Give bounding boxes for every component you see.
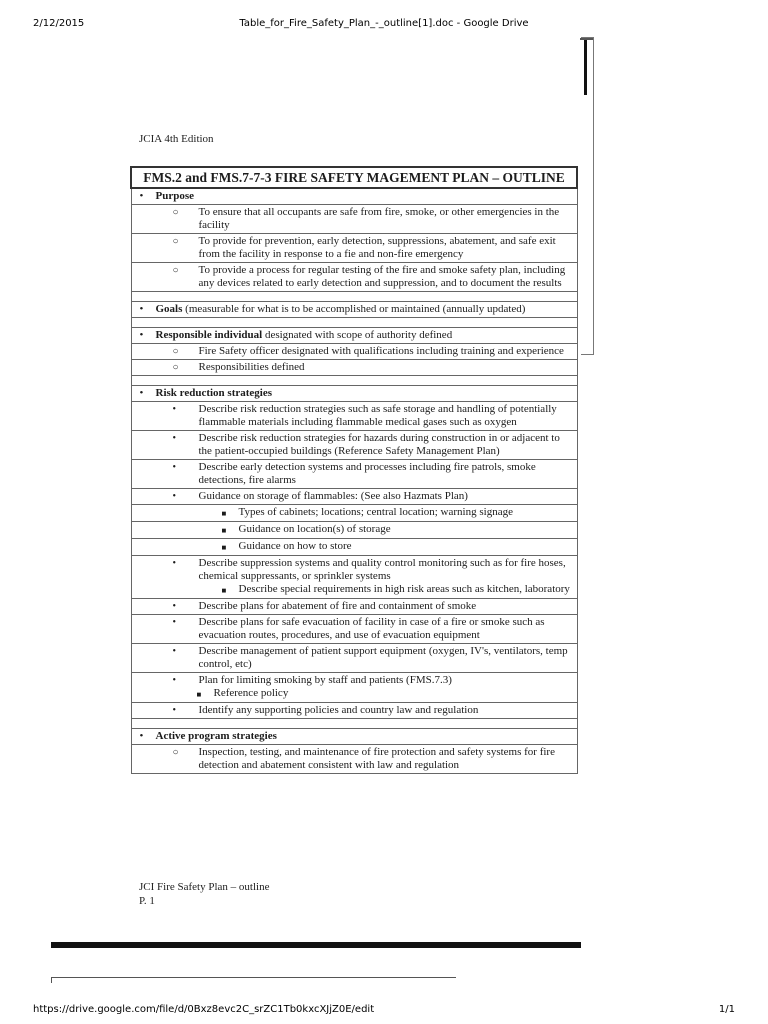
list-item: Describe plans for abatement of fire and containment of smoke [198,600,477,612]
list-item: Identify any supporting policies and country law and regulation [198,704,479,716]
list-item: Responsibilities defined [198,361,305,373]
circle-bullet-icon: ○ [172,346,179,357]
sub-list-item: Types of cabinets; locations; central location; warning signage [238,506,513,518]
bullet-icon: • [172,433,177,444]
document-scrollbar[interactable] [581,37,594,355]
section-heading-active: Active program strategies [155,730,277,742]
scrollbar-thumb[interactable] [584,40,587,95]
list-item: Describe management of patient support equipment (oxygen, IV's, ventilators, temp control, etc) [198,645,568,670]
document-footer [139,880,269,908]
bullet-icon: • [172,491,177,502]
sub-list-item: Guidance on location(s) of storage [238,523,391,535]
square-bullet-icon: ■ [221,526,227,535]
list-item: Describe early detection systems and processes including fire patrols, smoke detections, fire alarms [198,461,536,486]
bullet-icon: • [139,730,144,742]
bullet-icon: • [139,387,144,399]
bullet-icon: • [172,675,177,686]
list-item: To ensure that all occupants are safe from fire, smoke, or other emergencies in the facility [198,206,560,231]
bullet-icon: • [172,404,177,415]
section-heading-risk: Risk reduction strategies [155,387,273,399]
bullet-icon: • [172,462,177,473]
page-divider [51,942,581,948]
list-item: To provide for prevention, early detection, suppressions, abatement, and safe exit from the facility in response to a fie and non-fire emergency [198,235,556,260]
bullet-icon: • [172,558,177,569]
print-title: Table_for_Fire_Safety_Plan_-_outline[1].doc - Google Drive [239,18,529,29]
bullet-icon: • [172,617,177,628]
bullet-icon: • [139,329,144,341]
spacer-row [131,376,577,386]
list-item: Describe risk reduction strategies for hazards during construction in or adjacent to the patient-occupied buildings (Reference Safety Management Plan) [198,432,560,457]
edition-label: JCIA 4th Edition [139,133,214,145]
footer-title: JCI Fire Safety Plan – outline [139,881,270,893]
square-bullet-icon: ■ [221,586,227,595]
responsible-description: designated with scope of authority defined [262,329,453,341]
footer-page-number: P. 1 [139,895,155,907]
bullet-icon: • [139,303,144,315]
print-date: 2/12/2015 [33,18,85,29]
list-item: Guidance on storage of flammables: (See also Hazmats Plan) [198,490,468,502]
bullet-icon: • [172,601,177,612]
square-bullet-icon: ■ [196,690,202,699]
list-item: Describe risk reduction strategies such as safe storage and handling of potentially flammable materials including flammable medical gases such as oxygen [198,403,557,428]
list-item: Describe suppression systems and quality control monitoring such as for fire hoses, chemical suppressants, or sprinkler systems [198,557,566,582]
square-bullet-icon: ■ [221,543,227,552]
section-heading-responsible: Responsible individual [155,329,263,341]
list-item: To provide a process for regular testing of the fire and smoke safety plan, including any devices related to early detection and suppression, and to document the results [198,264,566,289]
bullet-icon: • [172,646,177,657]
circle-bullet-icon: ○ [172,747,179,758]
goals-description: (measurable for what is to be accomplished or maintained (annually updated) [182,303,526,315]
print-url: https://drive.google.com/file/d/0Bxz8evc2C_srZC1Tb0kxcXJjZ0E/edit [33,1004,375,1015]
print-footer [0,994,768,1024]
section-heading-purpose: Purpose [155,190,194,202]
list-item: Inspection, testing, and maintenance of fire protection and safety systems for fire detection and abatement consistent with law and regulation [198,746,555,771]
document-title: FMS.2 and FMS.7-7-3 FIRE SAFETY MAGEMENT PLAN – OUTLINE [131,167,577,188]
spacer-row [131,318,577,328]
square-bullet-icon: ■ [221,509,227,518]
print-header [0,0,768,30]
circle-bullet-icon: ○ [172,236,179,247]
sub-list-item: Guidance on how to store [238,540,352,552]
sub-list-item: Reference policy [213,687,289,699]
bullet-icon: • [172,705,177,716]
list-item: Fire Safety officer designated with qualifications including training and experience [198,345,564,357]
sub-list-item: Describe special requirements in high risk areas such as kitchen, laboratory [238,583,570,595]
section-heading-goals: Goals [155,303,183,315]
print-page-count: 1/1 [718,1004,735,1015]
circle-bullet-icon: ○ [172,207,179,218]
next-page-edge-tick [51,977,52,983]
outline-table [130,166,578,774]
spacer-row [131,292,577,302]
list-item: Plan for limiting smoking by staff and patients (FMS.7.3) [198,674,452,686]
bullet-icon: • [139,190,144,202]
circle-bullet-icon: ○ [172,265,179,276]
list-item: Describe plans for safe evacuation of facility in case of a fire or smoke such as evacuation routes, procedures, and use of evacuation equipment [198,616,545,641]
spacer-row [131,719,577,729]
circle-bullet-icon: ○ [172,362,179,373]
next-page-edge [51,977,456,978]
